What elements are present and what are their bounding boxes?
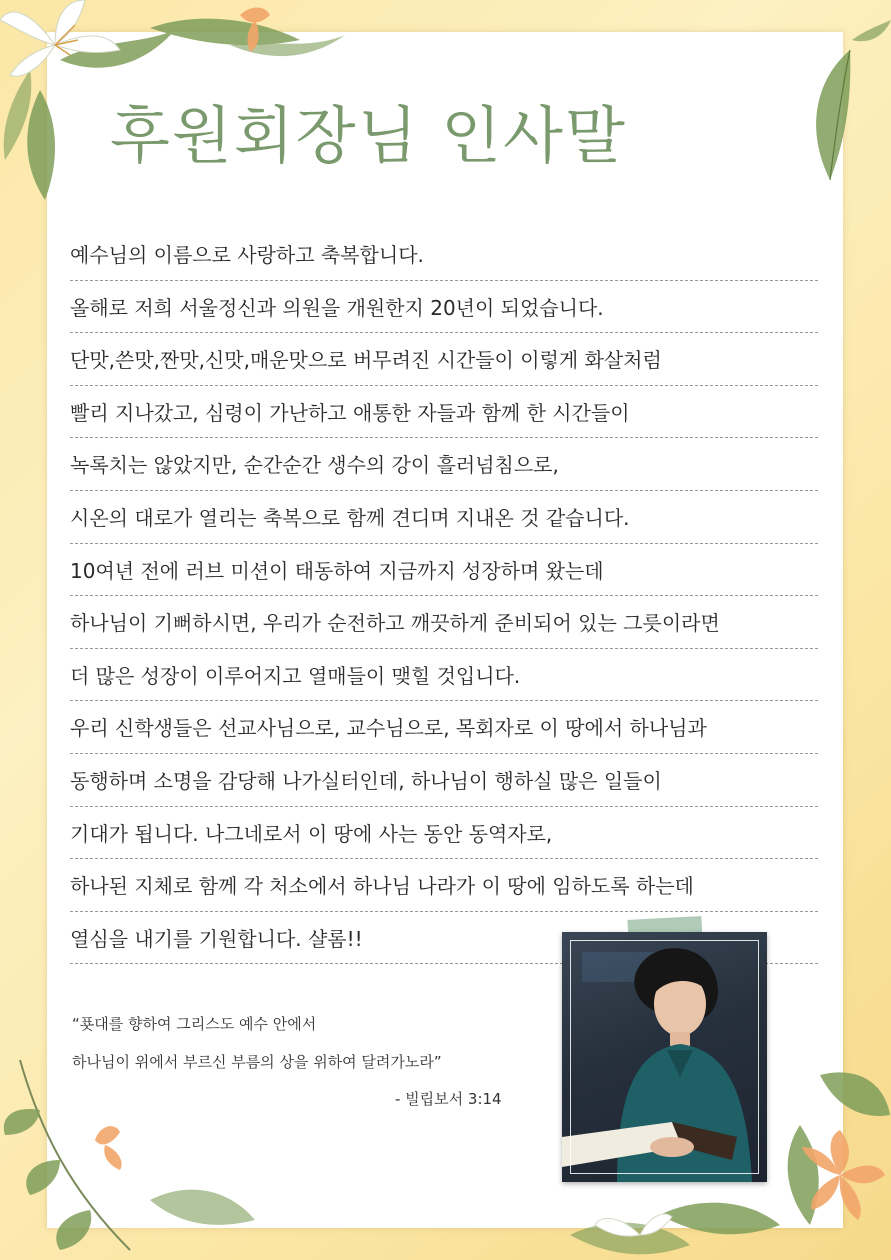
verse-line-2: 하나님이 위에서 부르신 부름의 상을 위하여 달려가노라” bbox=[72, 1053, 442, 1071]
portrait-photo bbox=[562, 932, 767, 1182]
body-line: 더 많은 성장이 이루어지고 열매들이 맺힐 것입니다. bbox=[70, 649, 818, 702]
top-right-leaf-decoration bbox=[790, 20, 891, 190]
body-line: 하나된 지체로 함께 각 처소에서 하나님 나라가 이 땅에 임하도록 하는데 bbox=[70, 859, 818, 912]
bottom-left-floral-decoration bbox=[0, 1050, 260, 1260]
body-line: 올해로 저희 서울정신과 의원을 개원한지 20년이 되었습니다. bbox=[70, 281, 818, 334]
body-line: 10여년 전에 러브 미션이 태동하여 지금까지 성장하며 왔는데 bbox=[70, 544, 818, 597]
body-line: 우리 신학생들은 선교사님으로, 교수님으로, 목회자로 이 땅에서 하나님과 bbox=[70, 701, 818, 754]
body-line: 시온의 대로가 열리는 축복으로 함께 견디며 지내온 것 같습니다. bbox=[70, 491, 818, 544]
body-line: 예수님의 이름으로 사랑하고 축복합니다. bbox=[70, 228, 818, 281]
body-line: 하나님이 기뻐하시면, 우리가 순전하고 깨끗하게 준비되어 있는 그릇이라면 bbox=[70, 596, 818, 649]
body-line: 열심을 내기를 기원합니다. 샬롬!! bbox=[70, 912, 818, 965]
body-line: 녹록치는 않았지만, 순간순간 생수의 강이 흘러넘침으로, bbox=[70, 438, 818, 491]
verse-reference: - 빌립보서 3:14 bbox=[395, 1090, 502, 1108]
bible-verse bbox=[72, 1005, 442, 1081]
photo-frame bbox=[570, 940, 759, 1174]
body-line: 동행하며 소명을 감당해 나가실터인데, 하나님이 행하실 많은 일들이 bbox=[70, 754, 818, 807]
body-line: 빨리 지나갔고, 심령이 가난하고 애통한 자들과 함께 한 시간들이 bbox=[70, 386, 818, 439]
greeting-body bbox=[70, 228, 818, 964]
page-title: 후원회장님 인사말 bbox=[110, 99, 627, 172]
verse-line-1: “푯대를 향하여 그리스도 예수 안에서 bbox=[72, 1015, 317, 1033]
body-line: 단맛,쓴맛,짠맛,신맛,매운맛으로 버무려진 시간들이 이렇게 화살처럼 bbox=[70, 333, 818, 386]
body-line: 기대가 됩니다. 나그네로서 이 땅에 사는 동안 동역자로, bbox=[70, 807, 818, 860]
